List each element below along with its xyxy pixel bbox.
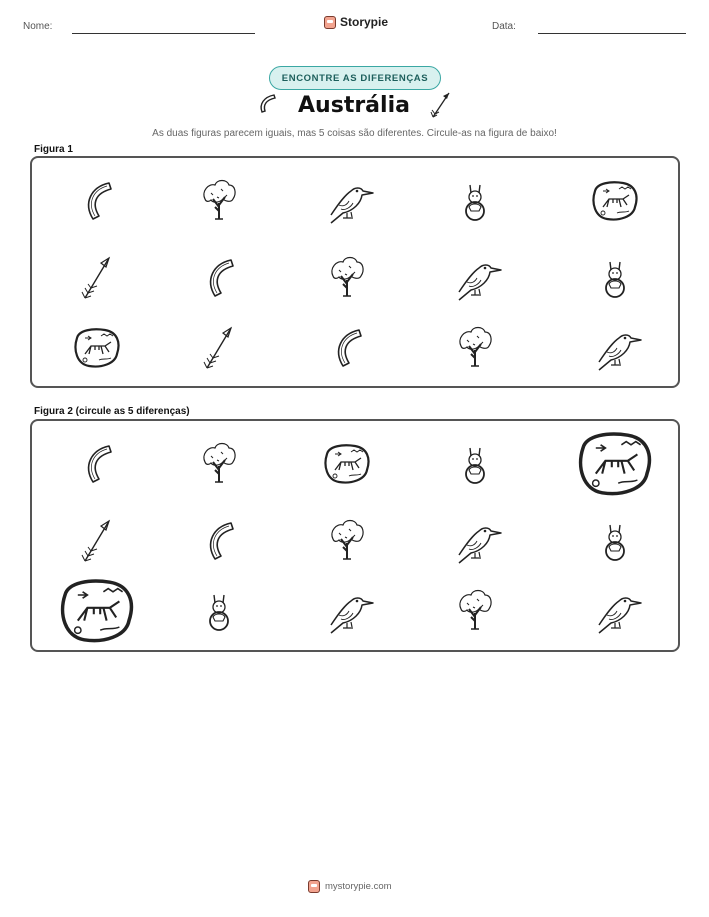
rock-art-icon[interactable] — [76, 329, 119, 366]
kangaroo-icon[interactable] — [466, 185, 484, 220]
tree-icon[interactable] — [332, 258, 363, 297]
footer-site[interactable]: mystorypie.com — [325, 881, 392, 892]
arrow-icon — [429, 90, 453, 120]
figure1-label: Figura 1 — [34, 144, 73, 155]
rock-art-icon[interactable] — [594, 182, 637, 219]
page-title: Austrália — [298, 93, 410, 118]
kookaburra-icon[interactable] — [599, 598, 641, 633]
rock-art-icon[interactable] — [581, 434, 650, 494]
kookaburra-icon[interactable] — [459, 528, 501, 563]
kookaburra-icon[interactable] — [459, 265, 501, 300]
footer — [308, 880, 392, 893]
activity-badge — [269, 66, 441, 90]
tree-icon[interactable] — [460, 328, 491, 367]
boomerang-icon — [256, 92, 280, 116]
boomerang-icon[interactable] — [89, 183, 111, 219]
kookaburra-icon[interactable] — [331, 598, 373, 633]
arrow-icon[interactable] — [204, 328, 231, 368]
kangaroo-icon[interactable] — [606, 525, 624, 560]
kookaburra-icon[interactable] — [599, 335, 641, 370]
figure1-frame — [30, 156, 680, 388]
rock-art-icon[interactable] — [326, 445, 369, 482]
boomerang-icon[interactable] — [89, 446, 111, 482]
arrow-icon[interactable] — [82, 258, 109, 298]
boomerang-icon[interactable] — [339, 330, 361, 366]
kangaroo-icon[interactable] — [466, 448, 484, 483]
brand-name: Storypie — [340, 15, 389, 29]
figure2-frame — [30, 419, 680, 652]
date-label: Data: — [492, 21, 516, 32]
storypie-logo-icon — [324, 16, 336, 29]
figure1-canvas[interactable] — [32, 158, 678, 386]
tree-icon[interactable] — [332, 521, 363, 560]
tree-icon[interactable] — [204, 181, 235, 220]
kookaburra-icon[interactable] — [331, 188, 373, 223]
boomerang-icon[interactable] — [211, 260, 233, 296]
tree-icon[interactable] — [460, 591, 491, 630]
name-field-line[interactable] — [72, 33, 255, 34]
boomerang-icon[interactable] — [211, 523, 233, 559]
arrow-icon[interactable] — [82, 521, 109, 561]
instructions-text: As duas figuras parecem iguais, mas 5 coisas são diferentes. Circule-as na figura de baixo! — [152, 128, 557, 139]
tree-icon[interactable] — [204, 444, 235, 483]
date-field-line[interactable] — [538, 33, 686, 34]
figure2-label: Figura 2 (circule as 5 diferenças) — [34, 406, 190, 417]
activity-badge-text: ENCONTRE AS DIFERENÇAS — [281, 72, 429, 84]
storypie-footer-icon — [308, 880, 320, 893]
kangaroo-icon[interactable] — [606, 262, 624, 297]
rock-art-icon[interactable] — [63, 581, 132, 641]
figure2-canvas[interactable] — [32, 421, 678, 650]
kangaroo-icon[interactable] — [210, 595, 228, 630]
name-label: Nome: — [23, 21, 53, 32]
storypie-logo — [324, 15, 388, 29]
